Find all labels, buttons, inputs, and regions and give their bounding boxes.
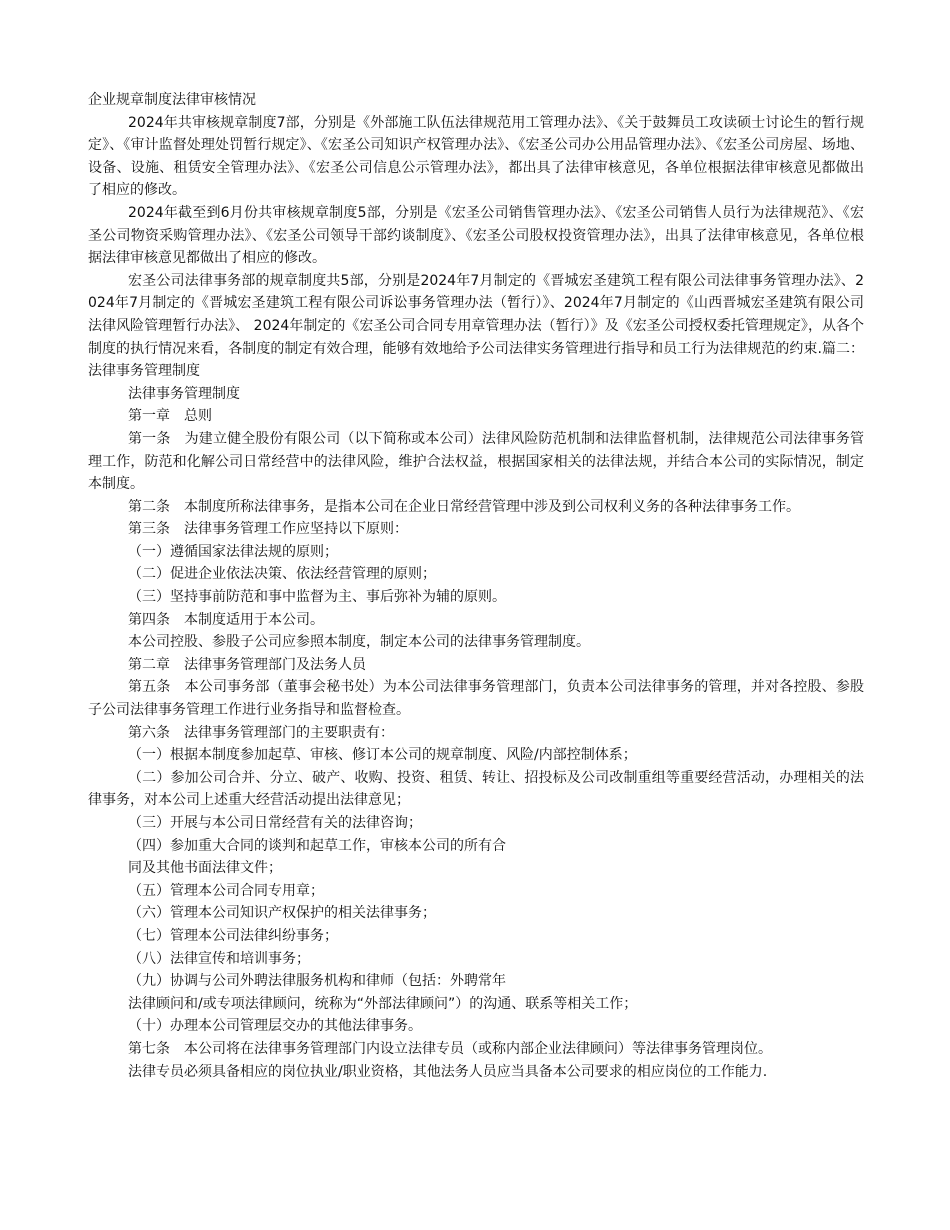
chapter-heading: 第一章 总则: [128, 408, 212, 425]
list-item-continuation: 同及其他书面法律文件；: [128, 860, 282, 877]
section-title: 法律事务管理制度: [128, 385, 240, 402]
article-4: 第四条 本制度适用于本公司。: [128, 611, 324, 628]
paragraph-legal-dept-rules: 宏圣公司法律事务部的规章制度共5部，分别是2024年7月制定的《晋城宏圣建筑工程有限公司法律事务管理办法》、2024年7月制定的《晋城宏圣建筑工程有限公司诉讼事务管理办法（暂行）》、2024年7月制定的《山西晋城宏圣建筑有限公司法律风险管理暂行办法》、 2024年制定的《宏圣公司合同专用章管理办法（暂行）》及《宏圣公司授权委托管理规定》，从各个制度的执行情况来看，各制度的制定有效合理，能够有效地给予公司法律实务管理进行指导和员工行为法律规范的约束.篇二：法律事务管理制度: [88, 272, 864, 380]
paragraph-2024-june-review: 2024年截至到6月份共审核规章制度5部，分别是《宏圣公司销售管理办法》、《宏圣公司销售人员行为法律规范》、《宏圣公司物资采购管理办法》、《宏圣公司领导干部约谈制度》、《宏圣公司股权投资管理办法》，出具了法律审核意见，各单位根据法律审核意见都做出了相应的修改。: [88, 204, 864, 267]
article-7: 第七条 本公司将在法律事务管理部门内设立法律专员（或称内部企业法律顾问）等法律事务管理岗位。: [128, 1040, 772, 1057]
list-item: （八）法律宣传和培训事务；: [128, 950, 310, 967]
article-5: 第五条 本公司事务部（董事会秘书处）为本公司法律事务管理部门，负责本公司法律事务的管理，并对各控股、参股子公司法律事务管理工作进行业务指导和监督检查。: [88, 679, 864, 719]
document-page: [88, 89, 864, 1083]
list-item: （六）管理本公司知识产权保护的相关法律事务；: [128, 905, 436, 922]
paragraph-2024-review: 2024年共审核规章制度7部，分别是《外部施工队伍法律规范用工管理办法》、《关于鼓舞员工攻读硕士讨论生的暂行规定》、《审计监督处理处罚暂行规定》、《宏圣公司知识产权管理办法》、《宏圣公司办公用品管理办法》、《宏圣公司房屋、场地、设备、设施、租赁安全管理办法》、《宏圣公司信息公示管理办法》，都出具了法律审核意见，各单位根据法律审核意见都做出了相应的修改。: [88, 114, 864, 199]
list-item: （七）管理本公司法律纠纷事务；: [128, 927, 338, 944]
document-title: 企业规章制度法律审核情况: [88, 92, 256, 108]
paragraph: 法律专员必须具备相应的岗位执业/职业资格，其他法务人员应当具备本公司要求的相应岗位的工作能力.: [128, 1063, 768, 1080]
chapter-heading: 第二章 法律事务管理部门及法务人员: [128, 656, 366, 673]
article-6: 第六条 法律事务管理部门的主要职责有：: [128, 724, 394, 741]
list-item: （十）办理本公司管理层交办的其他法律事务。: [128, 1018, 422, 1035]
list-item: （一）根据本制度参加起草、审核、修订本公司的规章制度、风险/内部控制体系；: [128, 747, 637, 764]
list-item-continuation: 法律顾问和/或专项法律顾问，统称为“外部法律顾问”）的沟通、联系等相关工作；: [128, 995, 638, 1012]
article-2: 第二条 本制度所称法律事务，是指本公司在企业日常经营管理中涉及到公司权利义务的各种法律事务工作。: [128, 498, 800, 515]
list-item: （五）管理本公司合同专用章；: [128, 882, 324, 899]
list-item: （三）开展与本公司日常经营有关的法律咨询；: [128, 815, 422, 831]
list-item: （一）遵循国家法律法规的原则；: [128, 543, 338, 560]
article-1: 第一条 为建立健全股份有限公司（以下简称或本公司）法律风险防范机制和法律监督机制，法律规范公司法律事务管理工作，防范和化解公司日常经营中的法律风险，维护合法权益，根据国家相关的法律法规，并结合本公司的实际情况，制定本制度。: [88, 430, 864, 493]
list-item: （三）坚持事前防范和事中监督为主、事后弥补为辅的原则。: [128, 589, 506, 606]
list-item: （四）参加重大合同的谈判和起草工作，审核本公司的所有合: [128, 837, 506, 854]
paragraph: 本公司控股、参股子公司应参照本制度，制定本公司的法律事务管理制度。: [128, 634, 590, 651]
list-item: （二）促进企业依法决策、依法经营管理的原则；: [128, 566, 436, 583]
article-3: 第三条 法律事务管理工作应坚持以下原则：: [128, 521, 408, 538]
list-item: （二）参加公司合并、分立、破产、收购、投资、租赁、转让、招投标及公司改制重组等重要经营活动，办理相关的法律事务，对本公司上述重大经营活动提出法律意见；: [88, 769, 864, 809]
list-item: （九）协调与公司外聘法律服务机构和律师（包括：外聘常年: [128, 973, 506, 990]
